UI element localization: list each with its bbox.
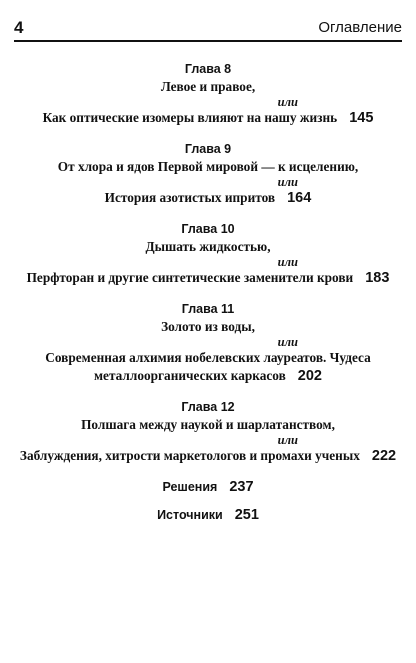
chapter-alt-title: Как оптические изомеры влияют на нашу жизнь <box>42 110 338 125</box>
chapter-label: Глава 8 <box>184 62 232 76</box>
page-ref: 237 <box>229 479 254 495</box>
chapter-alt-title-line-1: Современная алхимия нобелевских лауреатов. Чудеса <box>45 350 371 365</box>
chapter-title: Полшага между наукой и шарлатанством, <box>81 417 335 432</box>
section-title: Оглавление <box>318 19 402 36</box>
page-ref: 222 <box>371 448 397 464</box>
page-ref: 183 <box>365 270 390 286</box>
chapter-9-entry <box>0 140 416 207</box>
chapter-alt-title-line <box>0 189 416 207</box>
chapter-12-entry <box>0 398 416 465</box>
sources-label: Источники <box>157 508 223 522</box>
chapter-label: Глава 12 <box>181 400 235 414</box>
or-separator: или <box>277 433 298 447</box>
or-separator: или <box>277 95 298 109</box>
table-of-contents <box>0 60 416 534</box>
chapter-label: Глава 10 <box>181 222 235 236</box>
chapter-title: Дышать жидкостью, <box>145 239 271 254</box>
chapter-alt-title: металлоорганических каркасов <box>93 368 286 383</box>
chapter-alt-title: История азотистых ипритов <box>104 190 276 205</box>
solutions-label: Решения <box>162 480 218 494</box>
chapter-title: От хлора и ядов Первой мировой — к исцелению, <box>57 159 359 174</box>
or-separator: или <box>277 255 298 269</box>
page-ref: 164 <box>287 190 312 206</box>
sources-entry <box>0 506 416 524</box>
chapter-alt-title-line <box>0 447 416 465</box>
chapter-title: Левое и правое, <box>160 79 256 94</box>
page-ref: 251 <box>234 507 259 523</box>
page-ref: 145 <box>349 110 374 126</box>
chapter-alt-title-line <box>0 269 416 287</box>
chapter-10-entry <box>0 220 416 287</box>
page-number: 4 <box>14 18 24 37</box>
chapter-8-entry <box>0 60 416 127</box>
chapter-alt-title-line-2 <box>0 367 416 385</box>
solutions-entry <box>0 478 416 496</box>
chapter-label: Глава 11 <box>181 302 235 316</box>
or-separator: или <box>277 175 298 189</box>
chapter-11-entry <box>0 300 416 385</box>
chapter-label: Глава 9 <box>184 142 232 156</box>
or-separator: или <box>277 335 298 349</box>
chapter-alt-title: Перфторан и другие синтетические заменители крови <box>26 270 354 285</box>
page-header <box>14 18 402 42</box>
chapter-alt-title-line <box>0 109 416 127</box>
page-ref: 202 <box>297 368 322 384</box>
chapter-title: Золото из воды, <box>161 319 255 334</box>
chapter-alt-title: Заблуждения, хитрости маркетологов и промахи ученых <box>19 448 360 463</box>
